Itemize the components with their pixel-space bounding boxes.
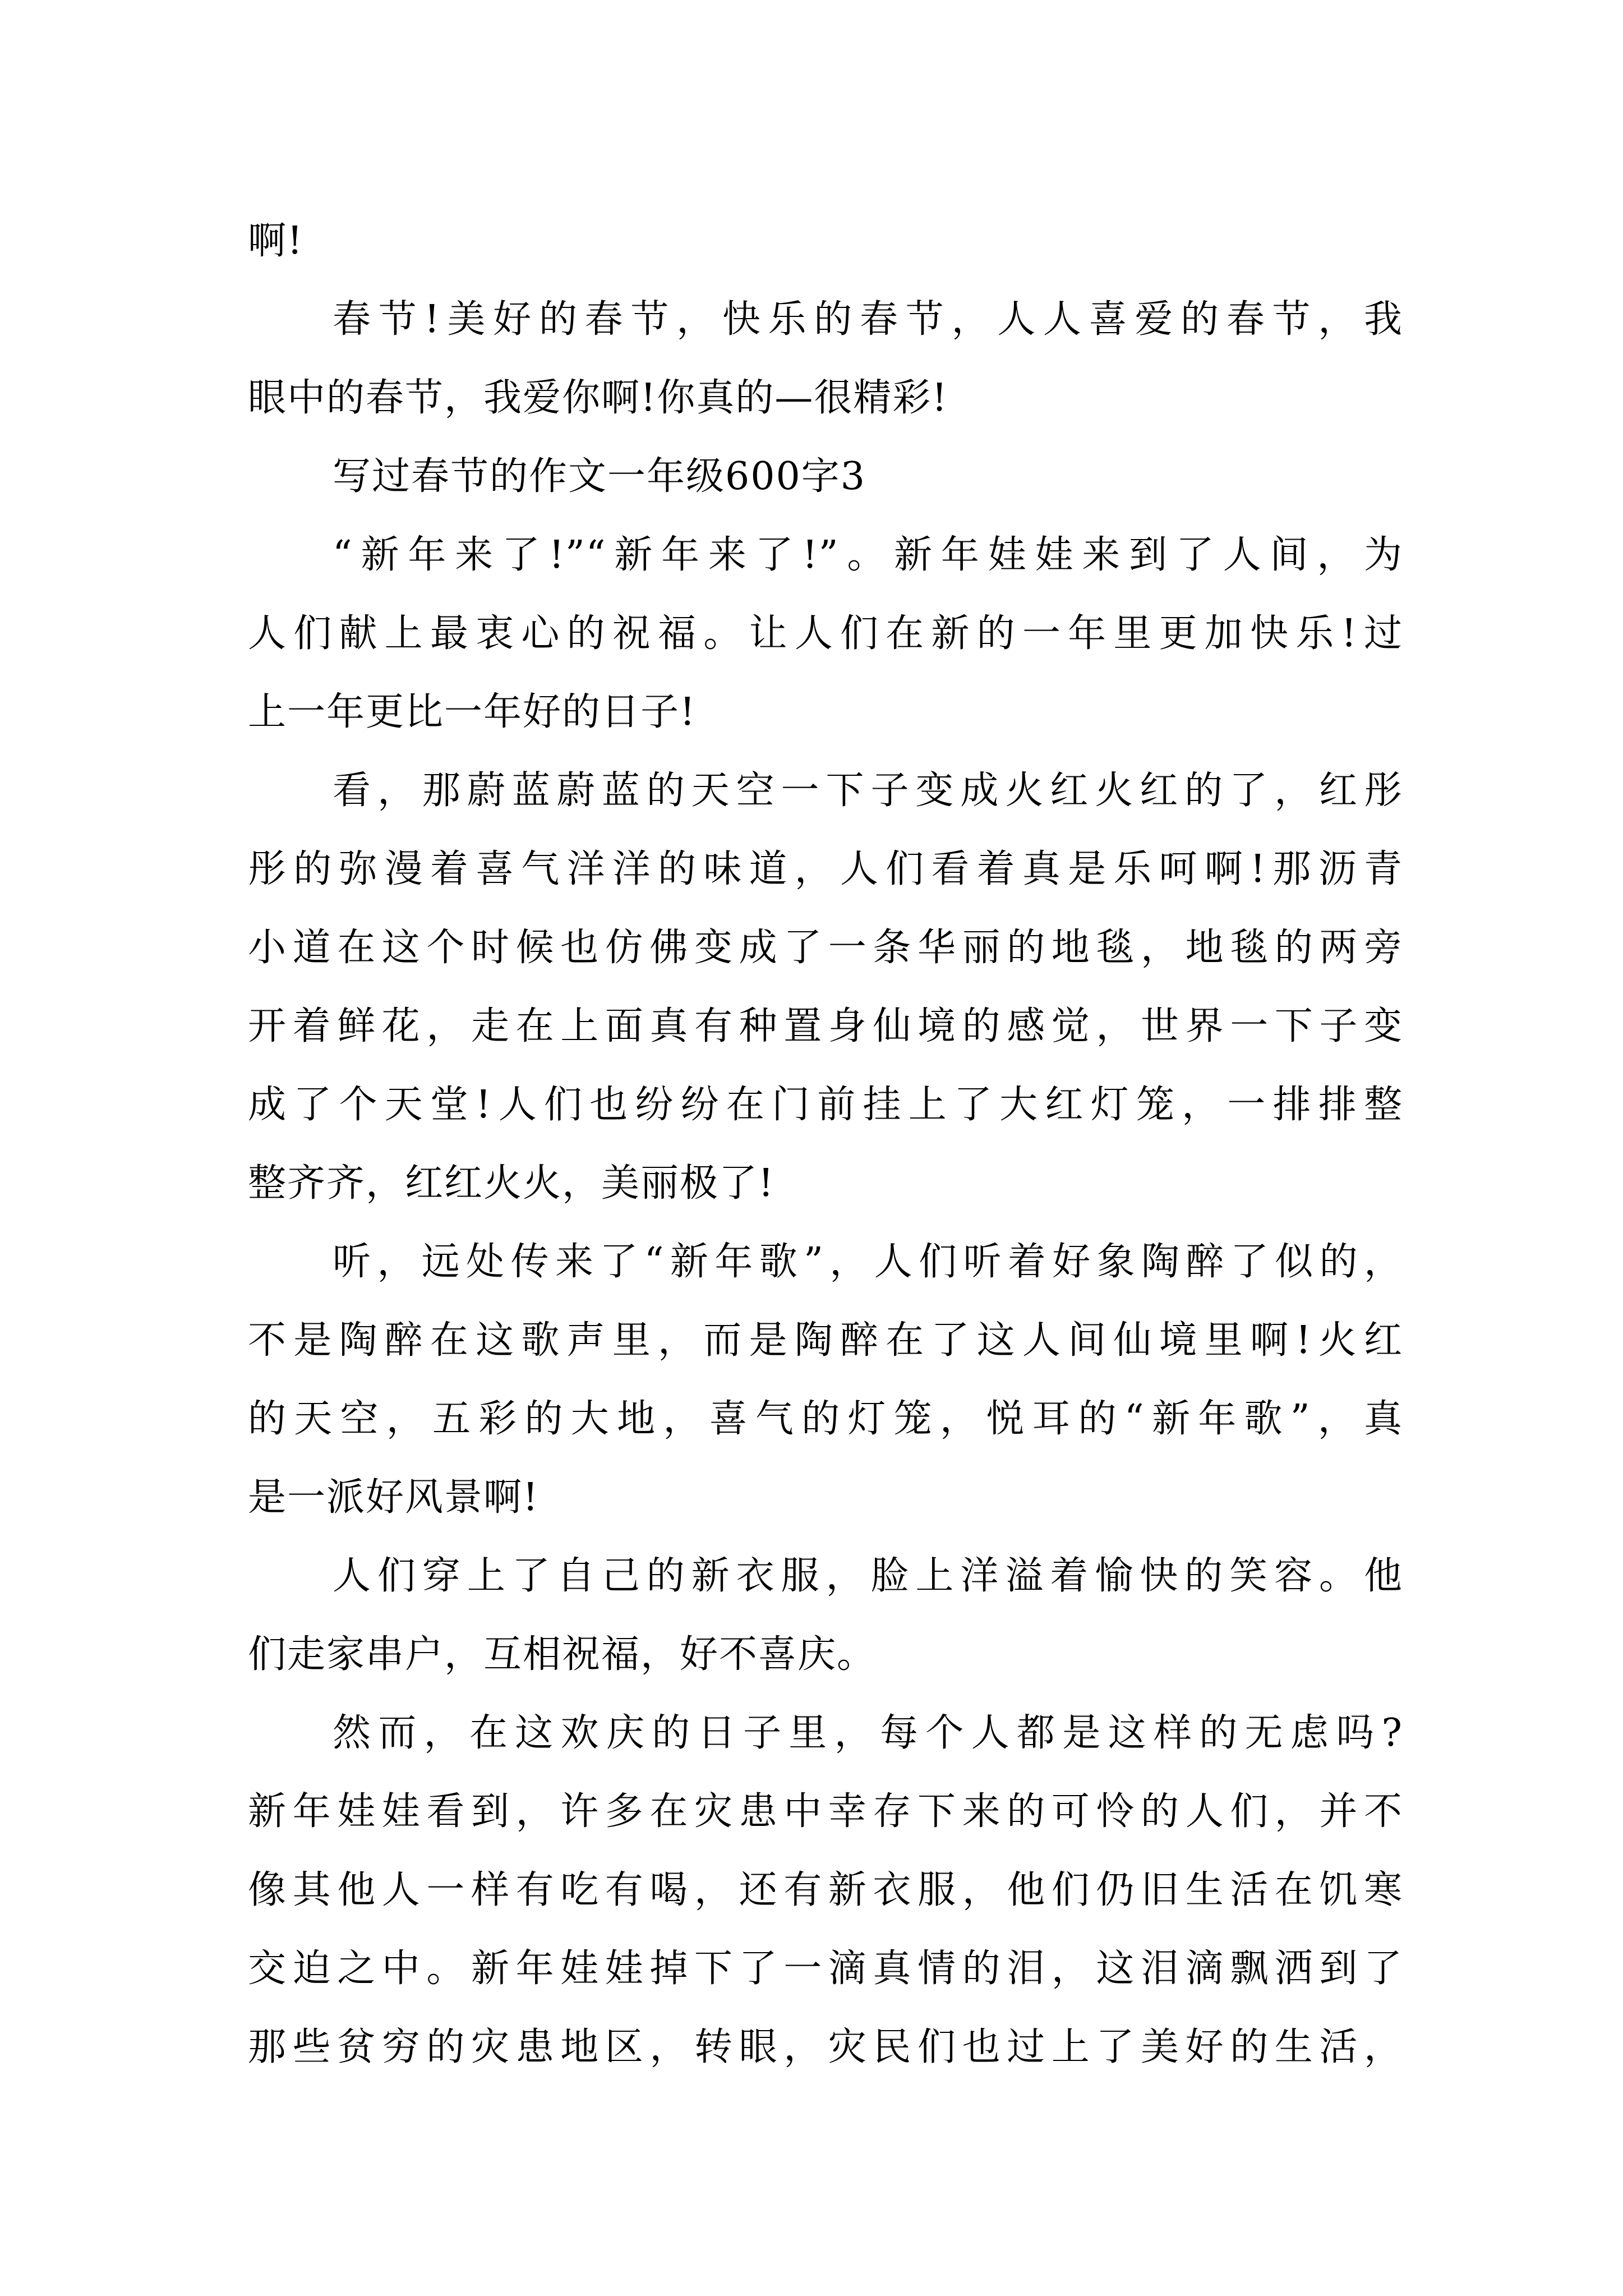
text-line: 彤的弥漫着喜气洋洋的味道，人们看着真是乐呵啊!那沥青 (248, 847, 1403, 891)
text-line: 听，远处传来了“新年歌”，人们听着好象陶醉了似的， (333, 1240, 1403, 1284)
text-line: 的天空，五彩的大地，喜气的灯笼，悦耳的“新年歌”，真 (248, 1397, 1403, 1441)
text-line: 上一年更比一年好的日子! (248, 690, 697, 734)
text-line: 人们献上最衷心的祝福。让人们在新的一年里更加快乐!过 (248, 611, 1403, 656)
text-line: 新年娃娃看到，许多在灾患中幸存下来的可怜的人们，并不 (248, 1789, 1403, 1834)
text-line: 人们穿上了自己的新衣服，脸上洋溢着愉快的笑容。他 (333, 1554, 1403, 1598)
text-line: 然而，在这欢庆的日子里，每个人都是这样的无虑吗? (333, 1711, 1403, 1755)
text-line: 不是陶醉在这歌声里，而是陶醉在了这人间仙境里啊!火红 (248, 1318, 1403, 1363)
text-line: 春节!美好的春节，快乐的春节，人人喜爱的春节，我 (333, 297, 1403, 342)
text-line: 啊! (248, 219, 304, 263)
text-line: 像其他人一样有吃有喝，还有新衣服，他们仍旧生活在饥寒 (248, 1868, 1403, 1912)
text-line: 是一派好风景啊! (248, 1475, 540, 1520)
text-line: 小道在这个时候也仿佛变成了一条华丽的地毯，地毯的两旁 (248, 926, 1403, 970)
section-heading: 写过春节的作文一年级600字3 (333, 454, 866, 499)
text-line: 整齐齐，红红火火，美丽极了! (248, 1161, 775, 1205)
text-line: 成了个天堂!人们也纷纷在门前挂上了大红灯笼，一排排整 (248, 1083, 1403, 1127)
text-line: “新年来了!”“新年来了!”。新年娃娃来到了人间，为 (333, 533, 1403, 577)
text-line: 们走家串户，互相祝福，好不喜庆。 (248, 1632, 877, 1677)
text-line: 那些贫穷的灾患地区，转眼，灾民们也过上了美好的生活， (248, 2025, 1403, 2069)
text-line: 看，那蔚蓝蔚蓝的天空一下子变成火红火红的了，红彤 (333, 769, 1403, 813)
text-line: 开着鲜花，走在上面真有种置身仙境的感觉，世界一下子变 (248, 1004, 1403, 1048)
text-line: 交迫之中。新年娃娃掉下了一滴真情的泪，这泪滴飘洒到了 (248, 1947, 1403, 1991)
text-line: 眼中的春节，我爱你啊!你真的—很精彩! (248, 376, 948, 420)
